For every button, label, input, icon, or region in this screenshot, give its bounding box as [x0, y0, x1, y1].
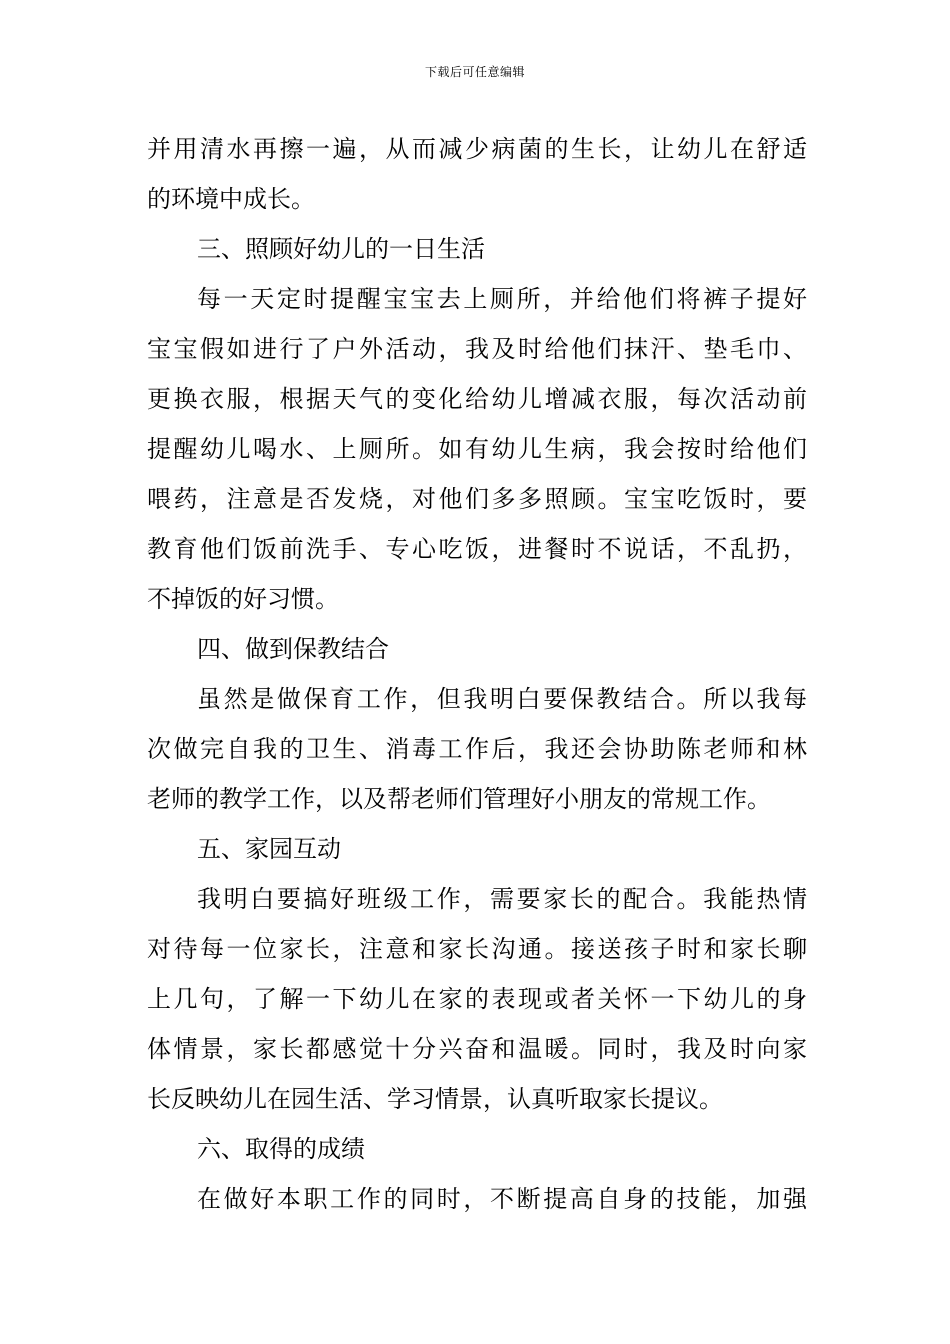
- body-line: 老师的教学工作，以及帮老师们管理好小朋友的常规工作。: [147, 785, 771, 813]
- body-line: 不掉饭的好习惯。: [147, 585, 339, 613]
- body-line: 每一天定时提醒宝宝去上厕所，并给他们将裤子提好: [197, 285, 807, 313]
- body-line: 长反映幼儿在园生活、学习情景，认真听取家长提议。: [147, 1085, 723, 1113]
- body-line: 次做完自我的卫生、消毒工作后，我还会协助陈老师和林: [147, 735, 807, 763]
- section-heading: 四、做到保教结合: [197, 635, 389, 663]
- body-line: 喂药，注意是否发烧，对他们多多照顾。宝宝吃饭时，要: [147, 485, 807, 513]
- document-body: [147, 124, 807, 1224]
- body-line: 并用清水再擦一遍，从而减少病菌的生长，让幼儿在舒适: [147, 135, 807, 163]
- body-line: 对待每一位家长，注意和家长沟通。接送孩子时和家长聊: [147, 935, 807, 963]
- body-line: 我明白要搞好班级工作，需要家长的配合。我能热情: [197, 885, 807, 913]
- body-line: 教育他们饭前洗手、专心吃饭，进餐时不说话，不乱扔，: [147, 535, 807, 563]
- body-line: 的环境中成长。: [147, 185, 315, 213]
- body-line: 上几句，了解一下幼儿在家的表现或者关怀一下幼儿的身: [147, 985, 807, 1013]
- section-heading: 三、照顾好幼儿的一日生活: [197, 235, 485, 263]
- body-line: 更换衣服，根据天气的变化给幼儿增减衣服，每次活动前: [147, 385, 807, 413]
- section-heading: 五、家园互动: [197, 835, 341, 863]
- section-heading: 六、取得的成绩: [197, 1135, 365, 1163]
- body-line: 体情景，家长都感觉十分兴奋和温暖。同时，我及时向家: [147, 1035, 807, 1063]
- body-line: 宝宝假如进行了户外活动，我及时给他们抹汗、垫毛巾、: [147, 335, 807, 363]
- body-line: 虽然是做保育工作，但我明白要保教结合。所以我每: [197, 685, 807, 713]
- body-line: 在做好本职工作的同时，不断提高自身的技能，加强: [197, 1185, 807, 1213]
- body-line: 提醒幼儿喝水、上厕所。如有幼儿生病，我会按时给他们: [147, 435, 807, 463]
- page-header: 下载后可任意编辑: [424, 65, 525, 79]
